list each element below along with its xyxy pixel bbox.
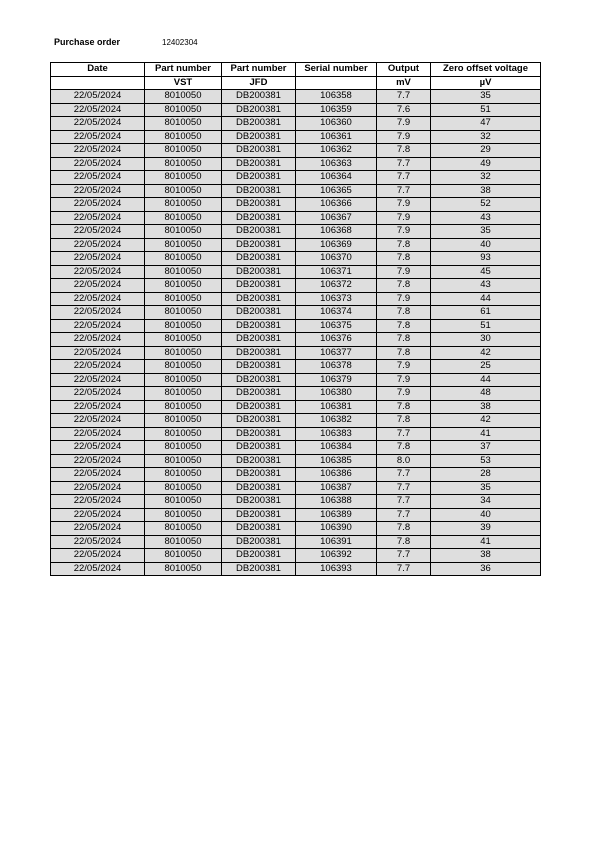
cell-date: 22/05/2024 xyxy=(51,211,145,225)
cell-part-number-jfd: DB200381 xyxy=(222,481,296,495)
cell-serial-number: 106364 xyxy=(296,171,377,185)
cell-output: 7.7 xyxy=(377,549,431,563)
col-header-part-number-jfd: Part number xyxy=(222,63,296,77)
table-row xyxy=(51,184,541,198)
table-row xyxy=(51,265,541,279)
cell-part-number-jfd: DB200381 xyxy=(222,279,296,293)
cell-output: 7.8 xyxy=(377,441,431,455)
cell-part-number-jfd: DB200381 xyxy=(222,495,296,509)
cell-serial-number: 106388 xyxy=(296,495,377,509)
cell-serial-number: 106362 xyxy=(296,144,377,158)
header-row xyxy=(51,63,541,77)
cell-part-number-jfd: DB200381 xyxy=(222,535,296,549)
table-row xyxy=(51,292,541,306)
col-header-part-number-vst: Part number xyxy=(145,63,222,77)
cell-serial-number: 106385 xyxy=(296,454,377,468)
cell-serial-number: 106369 xyxy=(296,238,377,252)
table-row xyxy=(51,211,541,225)
cell-part-number-jfd: DB200381 xyxy=(222,508,296,522)
cell-zero-offset-voltage: 35 xyxy=(431,481,541,495)
cell-output: 7.9 xyxy=(377,265,431,279)
cell-part-number-vst: 8010050 xyxy=(145,522,222,536)
cell-zero-offset-voltage: 43 xyxy=(431,211,541,225)
cell-zero-offset-voltage: 42 xyxy=(431,414,541,428)
cell-zero-offset-voltage: 44 xyxy=(431,373,541,387)
cell-serial-number: 106363 xyxy=(296,157,377,171)
cell-part-number-jfd: DB200381 xyxy=(222,225,296,239)
cell-date: 22/05/2024 xyxy=(51,387,145,401)
cell-date: 22/05/2024 xyxy=(51,130,145,144)
unit-date xyxy=(51,76,145,90)
cell-output: 7.9 xyxy=(377,130,431,144)
cell-zero-offset-voltage: 51 xyxy=(431,319,541,333)
cell-part-number-vst: 8010050 xyxy=(145,90,222,104)
cell-part-number-vst: 8010050 xyxy=(145,427,222,441)
cell-zero-offset-voltage: 29 xyxy=(431,144,541,158)
cell-date: 22/05/2024 xyxy=(51,562,145,576)
cell-part-number-vst: 8010050 xyxy=(145,252,222,266)
cell-date: 22/05/2024 xyxy=(51,279,145,293)
cell-serial-number: 106361 xyxy=(296,130,377,144)
units-row xyxy=(51,76,541,90)
cell-part-number-jfd: DB200381 xyxy=(222,117,296,131)
cell-serial-number: 106387 xyxy=(296,481,377,495)
cell-zero-offset-voltage: 51 xyxy=(431,103,541,117)
cell-zero-offset-voltage: 45 xyxy=(431,265,541,279)
cell-part-number-vst: 8010050 xyxy=(145,238,222,252)
cell-part-number-jfd: DB200381 xyxy=(222,373,296,387)
table-row xyxy=(51,252,541,266)
cell-part-number-vst: 8010050 xyxy=(145,306,222,320)
unit-output: mV xyxy=(377,76,431,90)
cell-part-number-vst: 8010050 xyxy=(145,333,222,347)
cell-part-number-jfd: DB200381 xyxy=(222,252,296,266)
cell-part-number-vst: 8010050 xyxy=(145,508,222,522)
cell-part-number-vst: 8010050 xyxy=(145,292,222,306)
cell-part-number-vst: 8010050 xyxy=(145,535,222,549)
col-header-output: Output xyxy=(377,63,431,77)
cell-part-number-jfd: DB200381 xyxy=(222,400,296,414)
cell-output: 7.7 xyxy=(377,562,431,576)
cell-part-number-vst: 8010050 xyxy=(145,103,222,117)
cell-serial-number: 106382 xyxy=(296,414,377,428)
cell-output: 7.9 xyxy=(377,211,431,225)
cell-zero-offset-voltage: 41 xyxy=(431,535,541,549)
cell-output: 7.7 xyxy=(377,157,431,171)
cell-zero-offset-voltage: 47 xyxy=(431,117,541,131)
cell-output: 7.6 xyxy=(377,103,431,117)
table-row xyxy=(51,427,541,441)
cell-output: 7.9 xyxy=(377,360,431,374)
cell-part-number-jfd: DB200381 xyxy=(222,171,296,185)
cell-part-number-jfd: DB200381 xyxy=(222,157,296,171)
cell-output: 7.9 xyxy=(377,225,431,239)
cell-zero-offset-voltage: 40 xyxy=(431,508,541,522)
cell-part-number-vst: 8010050 xyxy=(145,441,222,455)
table-row xyxy=(51,225,541,239)
cell-serial-number: 106359 xyxy=(296,103,377,117)
unit-serial-number xyxy=(296,76,377,90)
purchase-order-line xyxy=(54,37,198,47)
table-row xyxy=(51,522,541,536)
cell-date: 22/05/2024 xyxy=(51,346,145,360)
cell-part-number-vst: 8010050 xyxy=(145,481,222,495)
cell-date: 22/05/2024 xyxy=(51,157,145,171)
cell-serial-number: 106375 xyxy=(296,319,377,333)
cell-date: 22/05/2024 xyxy=(51,90,145,104)
cell-serial-number: 106373 xyxy=(296,292,377,306)
cell-date: 22/05/2024 xyxy=(51,144,145,158)
cell-part-number-vst: 8010050 xyxy=(145,319,222,333)
cell-date: 22/05/2024 xyxy=(51,468,145,482)
table-row xyxy=(51,279,541,293)
cell-output: 7.7 xyxy=(377,171,431,185)
cell-part-number-jfd: DB200381 xyxy=(222,562,296,576)
cell-date: 22/05/2024 xyxy=(51,495,145,509)
table-row xyxy=(51,400,541,414)
cell-output: 7.8 xyxy=(377,535,431,549)
cell-output: 7.9 xyxy=(377,387,431,401)
cell-serial-number: 106360 xyxy=(296,117,377,131)
cell-part-number-vst: 8010050 xyxy=(145,346,222,360)
col-header-serial-number: Serial number xyxy=(296,63,377,77)
cell-date: 22/05/2024 xyxy=(51,535,145,549)
cell-date: 22/05/2024 xyxy=(51,522,145,536)
cell-zero-offset-voltage: 61 xyxy=(431,306,541,320)
cell-output: 7.9 xyxy=(377,292,431,306)
cell-date: 22/05/2024 xyxy=(51,225,145,239)
cell-part-number-jfd: DB200381 xyxy=(222,144,296,158)
cell-zero-offset-voltage: 42 xyxy=(431,346,541,360)
table-row xyxy=(51,144,541,158)
cell-output: 7.8 xyxy=(377,279,431,293)
table-row xyxy=(51,441,541,455)
cell-part-number-vst: 8010050 xyxy=(145,387,222,401)
purchase-order-label: Purchase order xyxy=(54,37,121,47)
cell-part-number-vst: 8010050 xyxy=(145,171,222,185)
cell-part-number-vst: 8010050 xyxy=(145,414,222,428)
cell-part-number-jfd: DB200381 xyxy=(222,292,296,306)
table-row xyxy=(51,468,541,482)
cell-serial-number: 106368 xyxy=(296,225,377,239)
cell-part-number-vst: 8010050 xyxy=(145,373,222,387)
cell-zero-offset-voltage: 34 xyxy=(431,495,541,509)
cell-zero-offset-voltage: 52 xyxy=(431,198,541,212)
cell-serial-number: 106366 xyxy=(296,198,377,212)
cell-serial-number: 106390 xyxy=(296,522,377,536)
cell-date: 22/05/2024 xyxy=(51,319,145,333)
cell-date: 22/05/2024 xyxy=(51,333,145,347)
cell-date: 22/05/2024 xyxy=(51,252,145,266)
cell-part-number-jfd: DB200381 xyxy=(222,130,296,144)
table-row xyxy=(51,346,541,360)
table-row xyxy=(51,360,541,374)
cell-zero-offset-voltage: 41 xyxy=(431,427,541,441)
cell-output: 7.8 xyxy=(377,414,431,428)
cell-output: 7.7 xyxy=(377,468,431,482)
cell-part-number-jfd: DB200381 xyxy=(222,238,296,252)
table-row xyxy=(51,333,541,347)
cell-output: 7.8 xyxy=(377,252,431,266)
cell-part-number-vst: 8010050 xyxy=(145,157,222,171)
cell-part-number-vst: 8010050 xyxy=(145,130,222,144)
table-row xyxy=(51,103,541,117)
cell-serial-number: 106393 xyxy=(296,562,377,576)
table-row xyxy=(51,157,541,171)
cell-date: 22/05/2024 xyxy=(51,400,145,414)
cell-serial-number: 106376 xyxy=(296,333,377,347)
cell-part-number-jfd: DB200381 xyxy=(222,468,296,482)
cell-output: 7.9 xyxy=(377,198,431,212)
cell-zero-offset-voltage: 28 xyxy=(431,468,541,482)
cell-output: 8.0 xyxy=(377,454,431,468)
cell-date: 22/05/2024 xyxy=(51,238,145,252)
cell-part-number-vst: 8010050 xyxy=(145,549,222,563)
cell-part-number-jfd: DB200381 xyxy=(222,198,296,212)
cell-serial-number: 106386 xyxy=(296,468,377,482)
table-row xyxy=(51,373,541,387)
cell-date: 22/05/2024 xyxy=(51,414,145,428)
cell-part-number-jfd: DB200381 xyxy=(222,414,296,428)
table-row xyxy=(51,117,541,131)
table-row xyxy=(51,508,541,522)
cell-serial-number: 106372 xyxy=(296,279,377,293)
cell-zero-offset-voltage: 38 xyxy=(431,549,541,563)
cell-part-number-jfd: DB200381 xyxy=(222,549,296,563)
cell-date: 22/05/2024 xyxy=(51,184,145,198)
cell-date: 22/05/2024 xyxy=(51,441,145,455)
cell-zero-offset-voltage: 93 xyxy=(431,252,541,266)
cell-zero-offset-voltage: 44 xyxy=(431,292,541,306)
cell-zero-offset-voltage: 38 xyxy=(431,184,541,198)
cell-part-number-jfd: DB200381 xyxy=(222,360,296,374)
cell-part-number-jfd: DB200381 xyxy=(222,441,296,455)
cell-part-number-vst: 8010050 xyxy=(145,265,222,279)
unit-part-number-jfd: JFD xyxy=(222,76,296,90)
cell-output: 7.9 xyxy=(377,373,431,387)
cell-date: 22/05/2024 xyxy=(51,103,145,117)
table-row xyxy=(51,495,541,509)
cell-output: 7.8 xyxy=(377,400,431,414)
cell-output: 7.7 xyxy=(377,481,431,495)
table-row xyxy=(51,306,541,320)
cell-zero-offset-voltage: 39 xyxy=(431,522,541,536)
cell-serial-number: 106365 xyxy=(296,184,377,198)
cell-serial-number: 106367 xyxy=(296,211,377,225)
table-body xyxy=(51,90,541,576)
cell-serial-number: 106358 xyxy=(296,90,377,104)
cell-date: 22/05/2024 xyxy=(51,306,145,320)
cell-zero-offset-voltage: 30 xyxy=(431,333,541,347)
cell-serial-number: 106391 xyxy=(296,535,377,549)
cell-date: 22/05/2024 xyxy=(51,265,145,279)
table-row xyxy=(51,171,541,185)
cell-output: 7.8 xyxy=(377,319,431,333)
cell-output: 7.9 xyxy=(377,117,431,131)
cell-output: 7.7 xyxy=(377,427,431,441)
cell-date: 22/05/2024 xyxy=(51,454,145,468)
cell-date: 22/05/2024 xyxy=(51,373,145,387)
cell-output: 7.7 xyxy=(377,184,431,198)
col-header-date: Date xyxy=(51,63,145,77)
cell-date: 22/05/2024 xyxy=(51,198,145,212)
cell-zero-offset-voltage: 35 xyxy=(431,225,541,239)
cell-output: 7.8 xyxy=(377,346,431,360)
cell-zero-offset-voltage: 40 xyxy=(431,238,541,252)
cell-serial-number: 106384 xyxy=(296,441,377,455)
cell-serial-number: 106371 xyxy=(296,265,377,279)
cell-part-number-vst: 8010050 xyxy=(145,211,222,225)
cell-part-number-jfd: DB200381 xyxy=(222,103,296,117)
cell-part-number-vst: 8010050 xyxy=(145,225,222,239)
table-row xyxy=(51,535,541,549)
cell-part-number-jfd: DB200381 xyxy=(222,333,296,347)
cell-part-number-jfd: DB200381 xyxy=(222,319,296,333)
table-row xyxy=(51,319,541,333)
cell-date: 22/05/2024 xyxy=(51,481,145,495)
col-header-zero-offset-voltage: Zero offset voltage xyxy=(431,63,541,77)
cell-serial-number: 106389 xyxy=(296,508,377,522)
cell-part-number-vst: 8010050 xyxy=(145,400,222,414)
table-row xyxy=(51,90,541,104)
measurement-table xyxy=(50,62,541,576)
cell-serial-number: 106379 xyxy=(296,373,377,387)
cell-date: 22/05/2024 xyxy=(51,117,145,131)
cell-date: 22/05/2024 xyxy=(51,508,145,522)
table-row xyxy=(51,198,541,212)
cell-part-number-jfd: DB200381 xyxy=(222,522,296,536)
cell-date: 22/05/2024 xyxy=(51,292,145,306)
table-row xyxy=(51,414,541,428)
cell-serial-number: 106380 xyxy=(296,387,377,401)
cell-serial-number: 106377 xyxy=(296,346,377,360)
cell-part-number-jfd: DB200381 xyxy=(222,90,296,104)
cell-serial-number: 106370 xyxy=(296,252,377,266)
cell-part-number-jfd: DB200381 xyxy=(222,265,296,279)
cell-output: 7.7 xyxy=(377,508,431,522)
table-row xyxy=(51,130,541,144)
cell-part-number-vst: 8010050 xyxy=(145,279,222,293)
cell-part-number-jfd: DB200381 xyxy=(222,454,296,468)
cell-part-number-vst: 8010050 xyxy=(145,468,222,482)
table-row xyxy=(51,549,541,563)
unit-zero-offset-voltage: µV xyxy=(431,76,541,90)
cell-zero-offset-voltage: 38 xyxy=(431,400,541,414)
cell-zero-offset-voltage: 43 xyxy=(431,279,541,293)
table-row xyxy=(51,562,541,576)
cell-serial-number: 106374 xyxy=(296,306,377,320)
unit-part-number-vst: VST xyxy=(145,76,222,90)
cell-date: 22/05/2024 xyxy=(51,427,145,441)
cell-part-number-vst: 8010050 xyxy=(145,117,222,131)
cell-part-number-jfd: DB200381 xyxy=(222,184,296,198)
cell-serial-number: 106381 xyxy=(296,400,377,414)
cell-serial-number: 106378 xyxy=(296,360,377,374)
cell-zero-offset-voltage: 37 xyxy=(431,441,541,455)
cell-part-number-vst: 8010050 xyxy=(145,454,222,468)
cell-part-number-jfd: DB200381 xyxy=(222,387,296,401)
cell-zero-offset-voltage: 32 xyxy=(431,130,541,144)
cell-part-number-vst: 8010050 xyxy=(145,144,222,158)
table-row xyxy=(51,481,541,495)
cell-zero-offset-voltage: 36 xyxy=(431,562,541,576)
cell-part-number-vst: 8010050 xyxy=(145,198,222,212)
cell-date: 22/05/2024 xyxy=(51,549,145,563)
cell-output: 7.8 xyxy=(377,238,431,252)
cell-zero-offset-voltage: 32 xyxy=(431,171,541,185)
cell-zero-offset-voltage: 49 xyxy=(431,157,541,171)
purchase-order-number: 12402304 xyxy=(162,38,198,47)
cell-zero-offset-voltage: 35 xyxy=(431,90,541,104)
table-row xyxy=(51,387,541,401)
cell-output: 7.8 xyxy=(377,306,431,320)
table-row xyxy=(51,454,541,468)
cell-date: 22/05/2024 xyxy=(51,171,145,185)
cell-zero-offset-voltage: 53 xyxy=(431,454,541,468)
cell-output: 7.7 xyxy=(377,90,431,104)
cell-part-number-jfd: DB200381 xyxy=(222,306,296,320)
cell-date: 22/05/2024 xyxy=(51,360,145,374)
cell-part-number-vst: 8010050 xyxy=(145,360,222,374)
cell-output: 7.8 xyxy=(377,144,431,158)
cell-part-number-vst: 8010050 xyxy=(145,184,222,198)
cell-part-number-jfd: DB200381 xyxy=(222,211,296,225)
cell-serial-number: 106392 xyxy=(296,549,377,563)
cell-part-number-vst: 8010050 xyxy=(145,495,222,509)
cell-output: 7.7 xyxy=(377,495,431,509)
cell-zero-offset-voltage: 48 xyxy=(431,387,541,401)
table-row xyxy=(51,238,541,252)
cell-part-number-jfd: DB200381 xyxy=(222,346,296,360)
cell-serial-number: 106383 xyxy=(296,427,377,441)
cell-part-number-vst: 8010050 xyxy=(145,562,222,576)
cell-output: 7.8 xyxy=(377,333,431,347)
cell-output: 7.8 xyxy=(377,522,431,536)
cell-zero-offset-voltage: 25 xyxy=(431,360,541,374)
cell-part-number-jfd: DB200381 xyxy=(222,427,296,441)
